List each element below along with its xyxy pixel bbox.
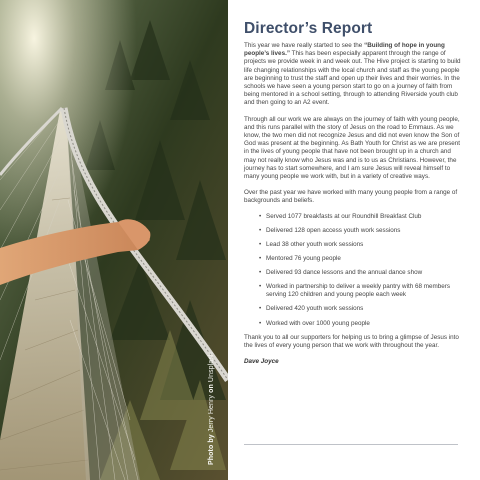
list-item: • Worked with over 1000 young people [244,320,462,328]
achievements-list [244,213,462,328]
journey-paragraph: Through all our work we are always on the journey of faith with young people, and this runs parallel with the story of Jesus on the road to Emmaus. As we know, the two men did not recognize Jesus and did not even know the Son of God was present at the beginning. As Bath Youth for Christ as we are present in the lives of young people that have not been brought up in a church and may not really know who Jesus was and is to us as Christians. However, the journey has to start somewhere, and I am sure Jesus will reveal himself to many young people we work with, but in a variety of creative ways. [244,115,460,181]
list-item: • Worked in partnership to deliver a weekly pantry with 68 members serving 120 children and young people each week [244,283,462,299]
summary-paragraph: Over the past year we have worked with many young people from a range of backgrounds and beliefs. [244,189,458,205]
intro-quote: “Building of hope in young people’s lives.” [244,42,445,58]
intro-lead: This year we have really started to see the [244,42,365,49]
list-item: • Delivered 420 youth work sessions [244,305,462,313]
credit-on: on [208,384,215,393]
suspension-bridge-photo [0,0,228,480]
list-item: • Served 1077 breakfasts at our Roundhill Breakfast Club [244,213,462,221]
list-item: • Lead 38 other youth work sessions [244,241,462,249]
list-item: • Delivered 93 dance lessons and the annual dance show [244,269,462,277]
list-item: • Delivered 128 open access youth work sessions [244,227,462,235]
intro-paragraph [244,42,462,108]
report-content [244,20,462,365]
closing-paragraph: Thank you to all our supporters for helping us to bring a glimpse of Jesus into the lives of every young person that we work with throughout the year. [244,333,459,349]
signature: Dave Joyce [244,358,279,366]
credit-prefix: Photo by [208,434,215,465]
page-title: Director’s Report [244,20,373,37]
credit-name: Jerry Henry [208,394,215,433]
bridge-photo [0,0,228,480]
list-item: • Mentored 76 young people [244,255,462,263]
credit-source: Unsplash [208,352,215,383]
intro-rest: This has been especially apparent through the range of projects we provide week in and week out. The Hive project is starting to build life changing relationships with the local church and staff as the young people are beginning to trust the staff and open up their lives and their worries. In the schools we have seen a young person start to go on a journey of faith from being mentored in a school setting, through to attending Riverside youth club and then going to an A2 event. [244,50,461,107]
photo-credit [208,352,215,465]
footer-divider [244,444,458,445]
